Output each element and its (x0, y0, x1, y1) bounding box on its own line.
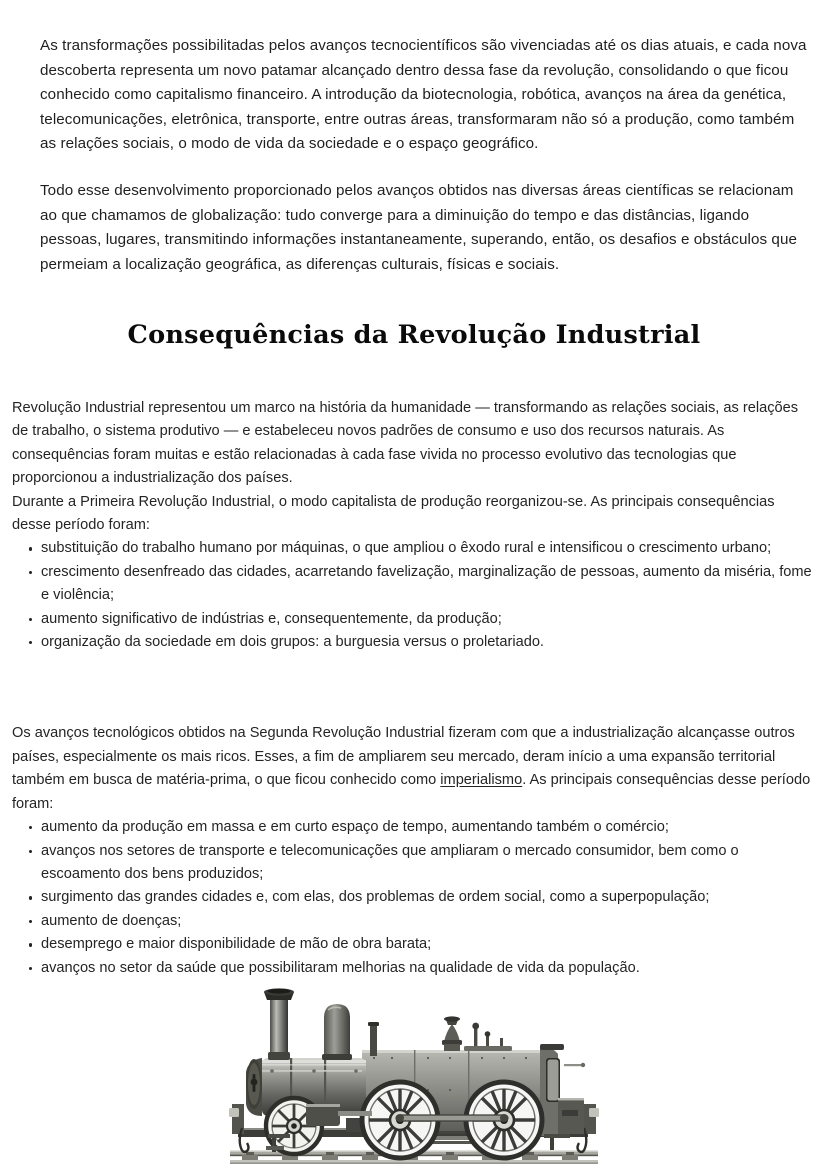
section-one-paragraph-2: Durante a Primeira Revolução Industrial, o modo capitalista de produção reorganizou-se. As principais consequências desse período foram: (12, 493, 775, 534)
steam-locomotive-icon (228, 978, 600, 1168)
page-title: Consequências da Revolução Industrial (127, 320, 701, 350)
list-item: desemprego e maior disponibilidade de mão de obra barata; (12, 933, 812, 956)
list-item: avanços no setor da saúde que possibilitaram melhorias na qualidade de vida da população. (12, 957, 812, 980)
list-item: surgimento das grandes cidades e, com elas, dos problemas de ordem social, como a superpopulação; (12, 886, 812, 909)
intro-paragraph-1: As transformações possibilitadas pelos avanços tecnocientíficos são vivenciadas até os dias atuais, e cada nova descoberta representa um novo patamar alcançado dentro dessa fase da revolução, consolidando o que ficou conhecido como capitalismo financeiro. A introdução da biotecnologia, robótica, avanços na área da genética, telecomunicações, eletrônica, transporte, entre outras áreas, transformaram não só a produção, como também as relações sociais, o modo de vida da sociedade e o espaço geográfico. (40, 37, 807, 153)
intro-section (40, 34, 808, 277)
list-item: aumento de doenças; (12, 910, 812, 933)
section-two-paragraph (12, 722, 812, 816)
section-two-text-before-link: Os avanços tecnológicos obtidos na Segunda Revolução Industrial fizeram com que a industrialização alcançasse outros países, especialmente os mais ricos. Esses, a fim de ampliarem seu mercado, deram início a uma expansão territorial também em busca de matéria-prima, o que ficou conhecido como (12, 725, 795, 789)
list-item: substituição do trabalho humano por máquinas, o que ampliou o êxodo rural e intensificou o crescimento urbano; (12, 537, 812, 560)
locomotive-steam-dome (322, 1004, 352, 1060)
list-item: organização da sociedade em dois grupos: a burguesia versus o proletariado. (12, 631, 812, 654)
body-section (12, 397, 812, 980)
section-two-text-after-link: . As principais consequências desse período foram: (12, 772, 811, 812)
imperialismo-link[interactable]: imperialismo (440, 772, 523, 789)
section-two-bullet-list (12, 816, 812, 980)
list-item: aumento da produção em massa e em curto espaço de tempo, aumentando também o comércio; (12, 816, 812, 839)
intro-paragraph-2: Todo esse desenvolvimento proporcionado pelos avanços obtidos nas diversas áreas científicas se relacionam ao que chamamos de globalização: tudo converge para a diminuição do tempo e das distâncias, ligando pessoas, lugares, transmitindo informações instantaneamente, superando, então, os desafios e obstáculos que permeiam a localização geográfica, as diferenças culturais, físicas e sociais. (40, 181, 797, 273)
section-spacer (12, 654, 812, 722)
list-item: crescimento desenfreado das cidades, acarretando favelização, marginalização de pessoas, aumento da miséria, fome e violência; (12, 561, 812, 608)
list-item: avanços nos setores de transporte e telecomunicações que ampliaram o mercado consumidor, bem como o escoamento dos bens produzidos; (12, 840, 812, 887)
section-one-bullet-list (12, 537, 812, 654)
section-one-paragraph-1: Revolução Industrial representou um marco na história da humanidade — transformando as relações sociais, as relações de trabalho, o sistema produtivo — e estabeleceu novos padrões de consumo e uso dos recursos naturais. As consequências foram muitas e estão relacionadas à cada fase vivida no processo evolutivo das tecnologias que proporcionou a industrialização dos países. (12, 400, 799, 487)
steam-locomotive-image (228, 978, 600, 1168)
list-item: aumento significativo de indústrias e, consequentemente, da produção; (12, 608, 812, 631)
